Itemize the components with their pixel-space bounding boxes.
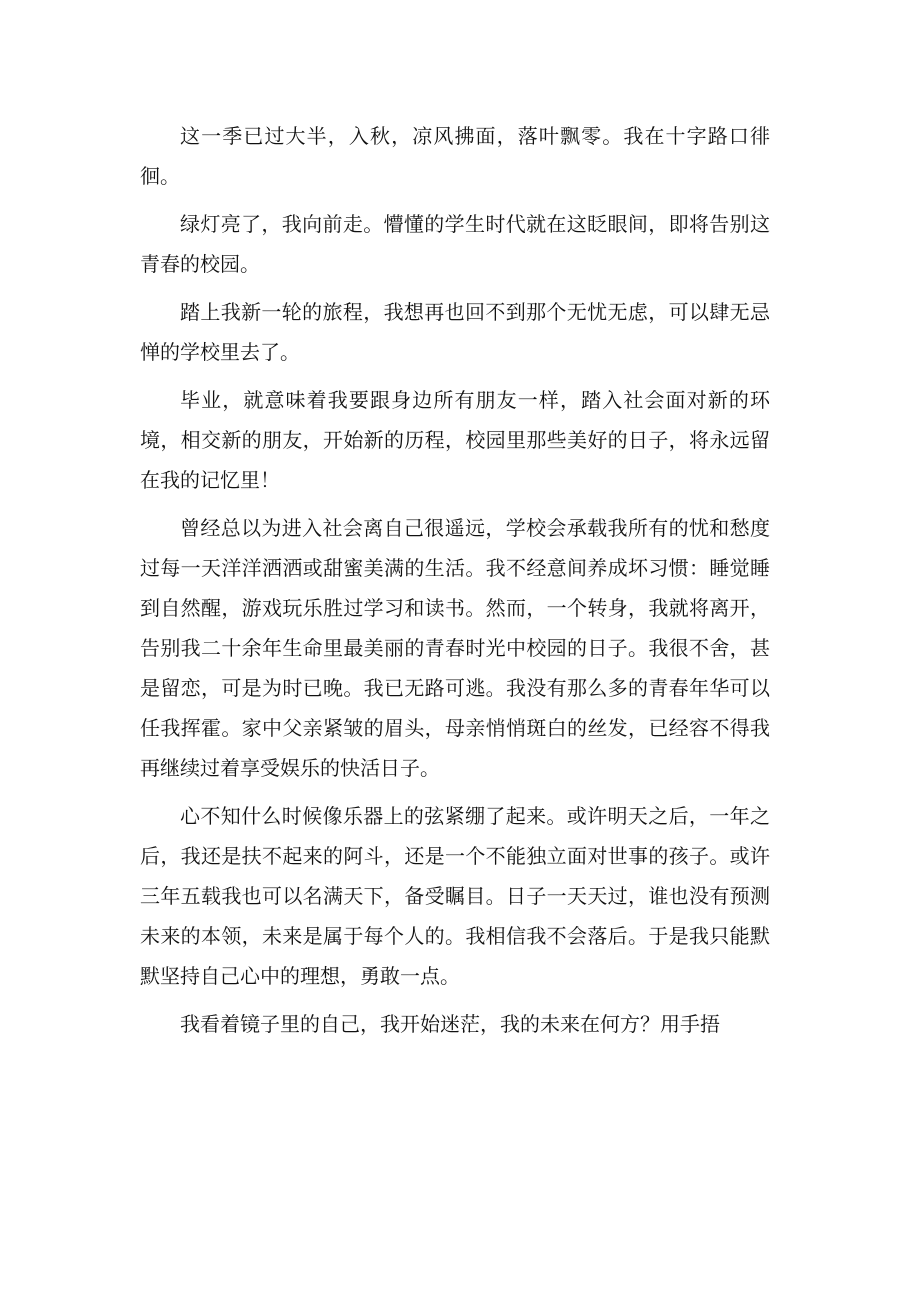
paragraph: 绿灯亮了，我向前走。懵懂的学生时代就在这眨眼间，即将告别这青春的校园。 xyxy=(140,212,770,276)
paragraph: 我看着镜子里的自己，我开始迷茫，我的未来在何方？用手捂 xyxy=(180,1012,720,1036)
document-body xyxy=(140,116,770,1052)
paragraph: 曾经总以为进入社会离自己很遥远，学校会承载我所有的忧和愁度过每一天洋洋洒洒或甜蜜美满的生活。我不经意间养成坏习惯：睡觉睡到自然醒，游戏玩乐胜过学习和读书。然而，一个转身，我就将离开，告别我二十余年生命里最美丽的青春时光中校园的日子。我很不舍，甚是留恋，可是为时已晚。我已无路可逃。我没有那么多的青春年华可以任我挥霍。家中父亲紧皱的眉头，母亲悄悄斑白的丝发，已经容不得我再继续过着享受娱乐的快活日子。 xyxy=(140,516,770,780)
paragraph: 这一季已过大半，入秋，凉风拂面，落叶飘零。我在十字路口徘徊。 xyxy=(140,124,770,188)
paragraph: 毕业，就意味着我要跟身边所有朋友一样，踏入社会面对新的环境，相交新的朋友，开始新的历程，校园里那些美好的日子，将永远留在我的记忆里！ xyxy=(140,388,770,492)
paragraph: 心不知什么时候像乐器上的弦紧绷了起来。或许明天之后，一年之后，我还是扶不起来的阿斗，还是一个不能独立面对世事的孩子。或许三年五载我也可以名满天下，备受瞩目。日子一天天过，谁也没有预测未来的本领，未来是属于每个人的。我相信我不会落后。于是我只能默默坚持自己心中的理想，勇敢一点。 xyxy=(140,804,770,988)
paragraph: 踏上我新一轮的旅程，我想再也回不到那个无忧无虑，可以肆无忌惮的学校里去了。 xyxy=(140,300,770,364)
